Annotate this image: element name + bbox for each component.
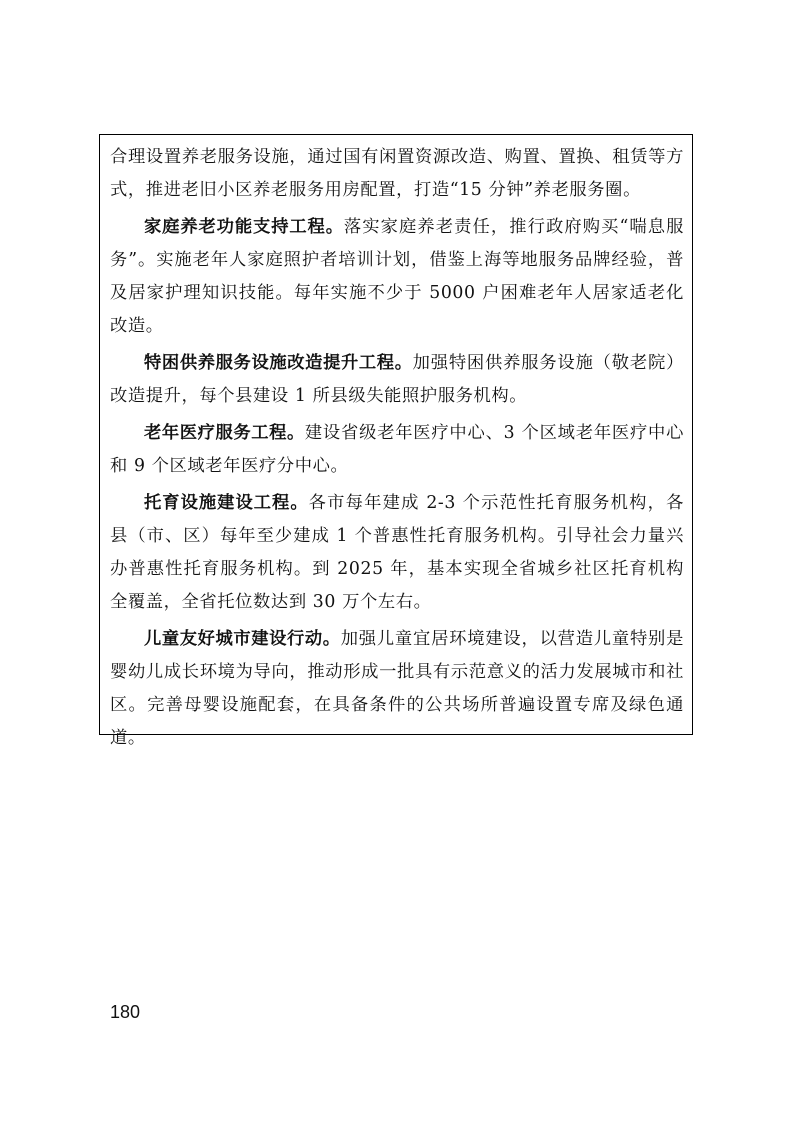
paragraph-heading: 儿童友好城市建设行动。	[144, 629, 341, 649]
paragraph-heading: 特困供养服务设施改造提升工程。	[144, 353, 413, 373]
paragraph-text: 建设省级老年医疗中心、3 个区域老年医疗中心和 9 个区域老年医疗分中心。	[110, 423, 684, 476]
paragraph-special-support-facilities	[110, 347, 684, 413]
paragraph-text: 加强儿童宜居环境建设，以营造儿童特别是婴幼儿成长环境为导向，推动形成一批具有示范意义的活力发展城市和社区。完善母婴设施配套，在具备条件的公共场所普遍设置专席及绿色通道。	[110, 629, 685, 748]
paragraph-heading: 老年医疗服务工程。	[144, 423, 305, 443]
paragraph-text: 落实家庭养老责任，推行政府购买“喘息服务”。实施老年人家庭照护者培训计划，借鉴上海等地服务品牌经验，普及居家护理知识技能。每年实施不少于 5000 户困难老年人居家适老化改造。	[110, 217, 684, 336]
paragraph-family-elderly-care	[110, 211, 684, 343]
paragraph-heading: 托育设施建设工程。	[144, 493, 309, 513]
paragraph-heading: 家庭养老功能支持工程。	[144, 217, 344, 237]
paragraph-text: 加强特困供养服务设施（敬老院）改造提升，每个县建设 1 所县级失能照护服务机构。	[110, 353, 684, 406]
page-number: 180	[110, 1002, 141, 1022]
paragraph-text: 各市每年建成 2-3 个示范性托育服务机构，各县（市、区）每年至少建成 1 个普惠性托育服务机构。引导社会力量兴办普惠性托育服务机构。到 2025 年，基本实现全省城乡社区托育机构全覆盖，全省托位数达到 30 万个左右。	[110, 493, 684, 612]
paragraph-elderly-medical	[110, 417, 684, 483]
paragraph-child-friendly-city	[110, 623, 684, 755]
paragraph-text: 合理设置养老服务设施，通过国有闲置资源改造、购置、置换、租赁等方式，推进老旧小区养老服务用房配置，打造“15 分钟”养老服务圈。	[110, 147, 684, 200]
paragraph-childcare-facilities	[110, 487, 684, 619]
content-box	[99, 134, 693, 748]
paragraph-continued	[110, 141, 684, 207]
